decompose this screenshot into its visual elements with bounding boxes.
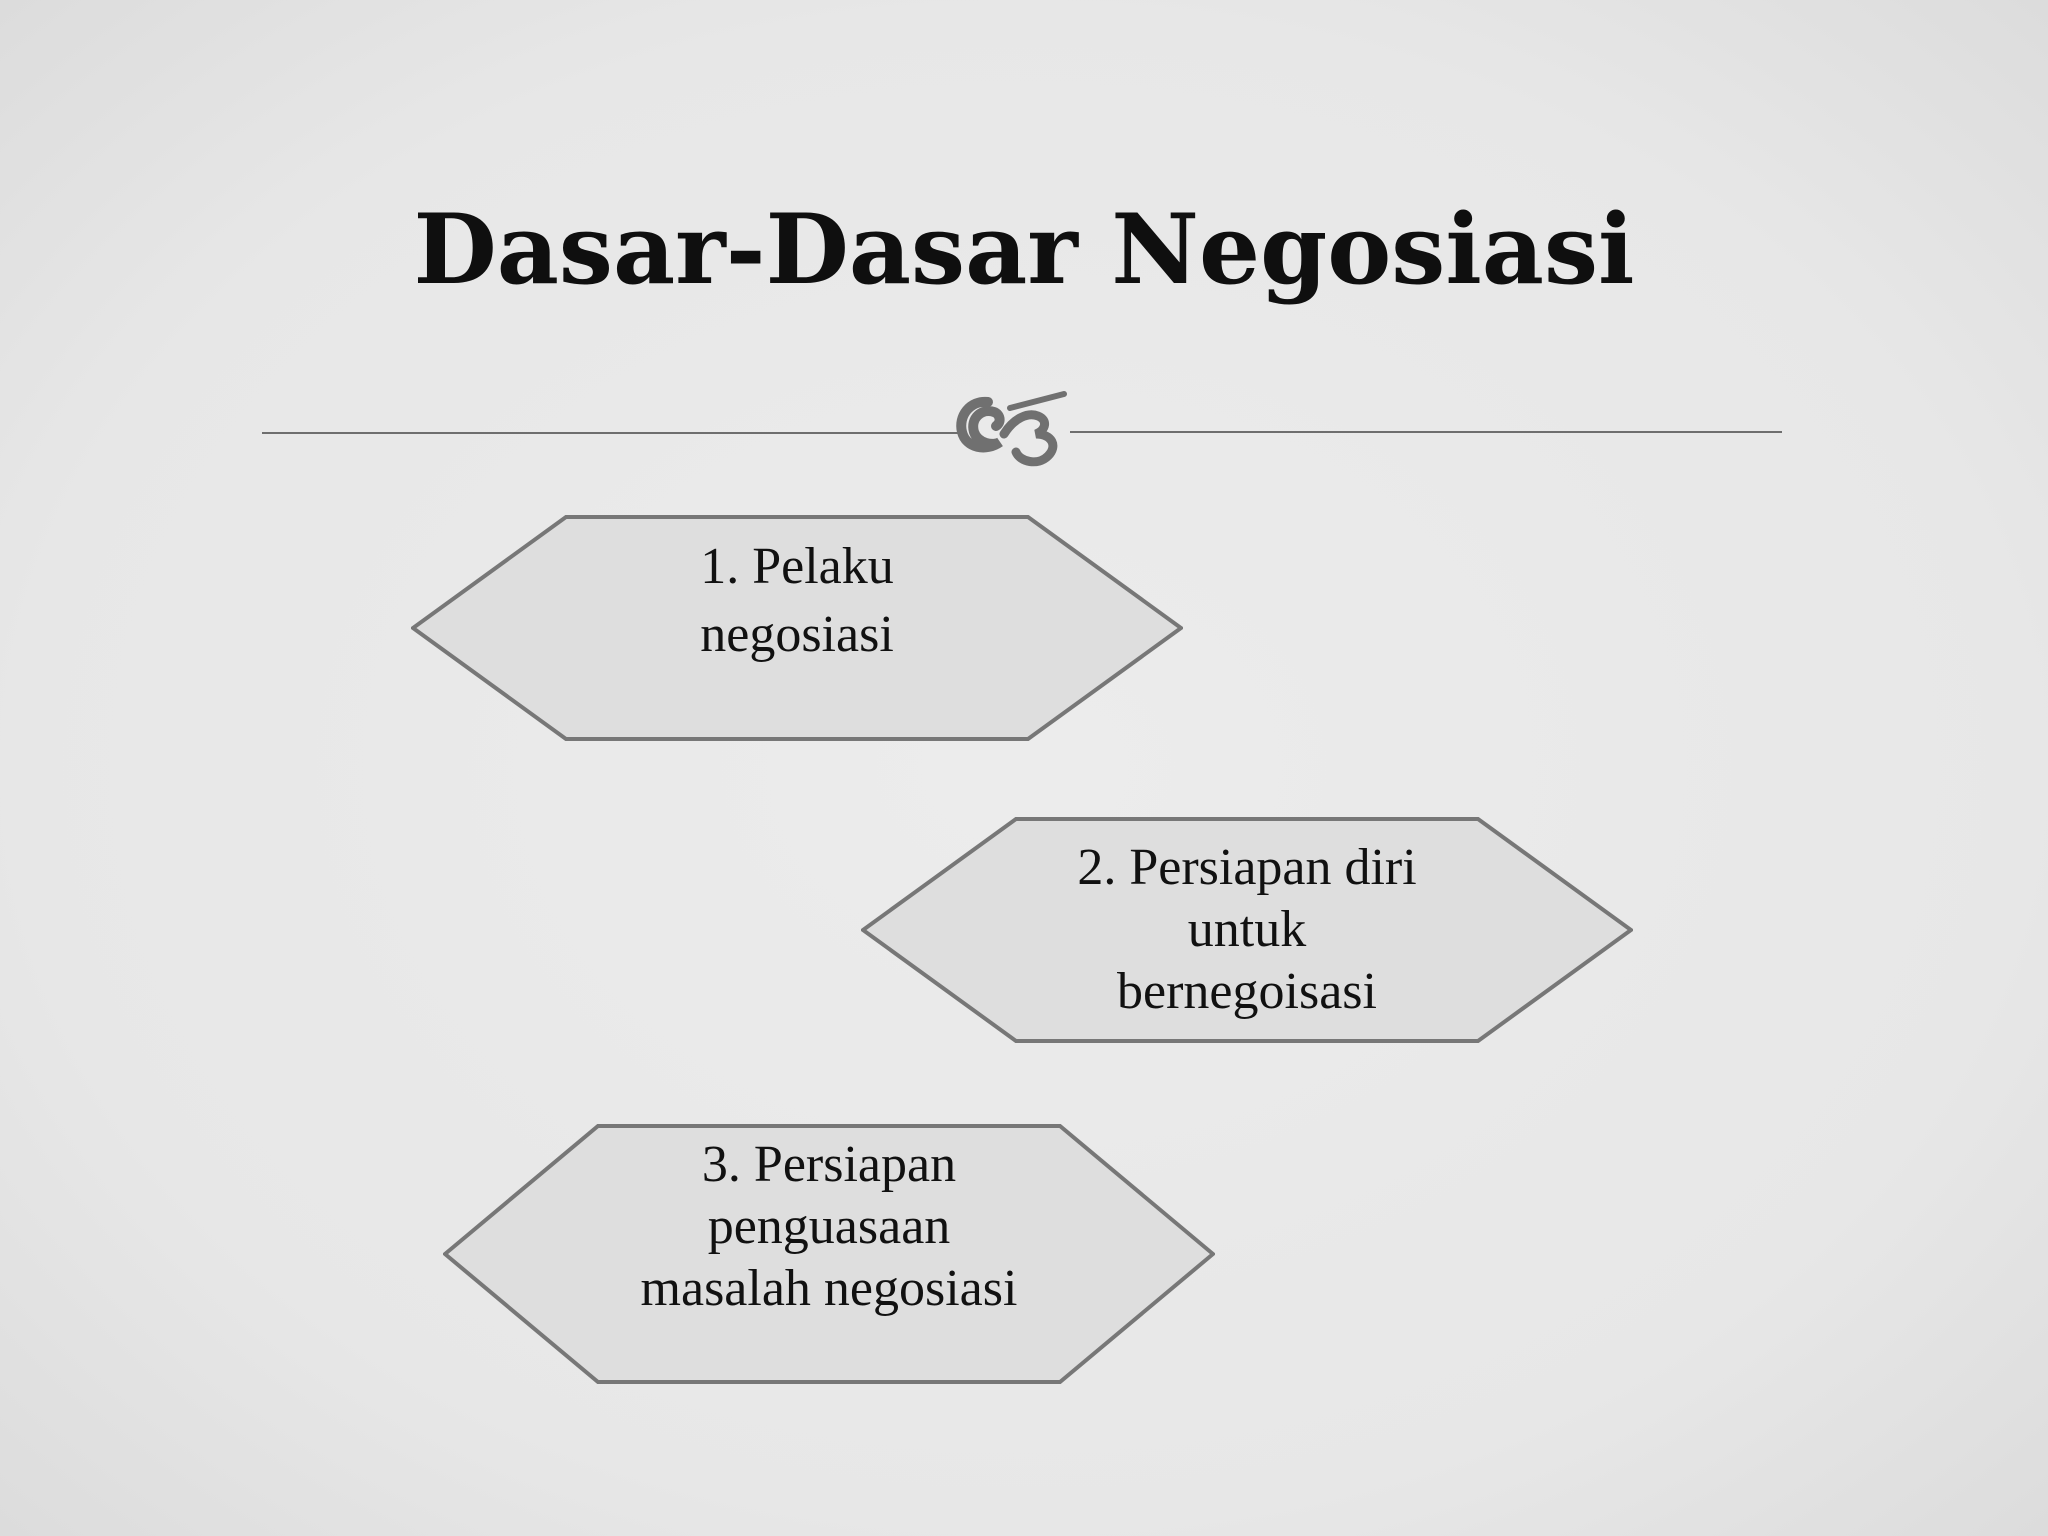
title-divider-left	[262, 432, 962, 434]
step-3-line-3: masalah negosiasi	[640, 1260, 1018, 1317]
cb-flourish-icon	[948, 372, 1098, 472]
slide-title: Dasar-Dasar Negosiasi	[413, 193, 1635, 306]
step-label-2	[861, 817, 1633, 1063]
step-label-1	[411, 515, 1183, 759]
step-2-line-1: 2. Persiapan diri	[1077, 839, 1417, 896]
step-2-line-3: bernegoisasi	[1117, 963, 1377, 1020]
step-1-line-2: negosiasi	[700, 606, 894, 663]
step-3-line-1: 3. Persiapan	[701, 1136, 957, 1193]
step-3-line-2: penguasaan	[707, 1198, 951, 1255]
step-2-line-2: untuk	[1187, 901, 1307, 958]
step-1-line-1: 1. Pelaku	[700, 538, 894, 595]
step-label-3	[443, 1124, 1215, 1394]
step-shape-1	[411, 515, 1183, 741]
step-shape-3	[443, 1124, 1215, 1384]
title-divider-right	[1070, 431, 1782, 433]
step-shape-2	[861, 817, 1633, 1043]
